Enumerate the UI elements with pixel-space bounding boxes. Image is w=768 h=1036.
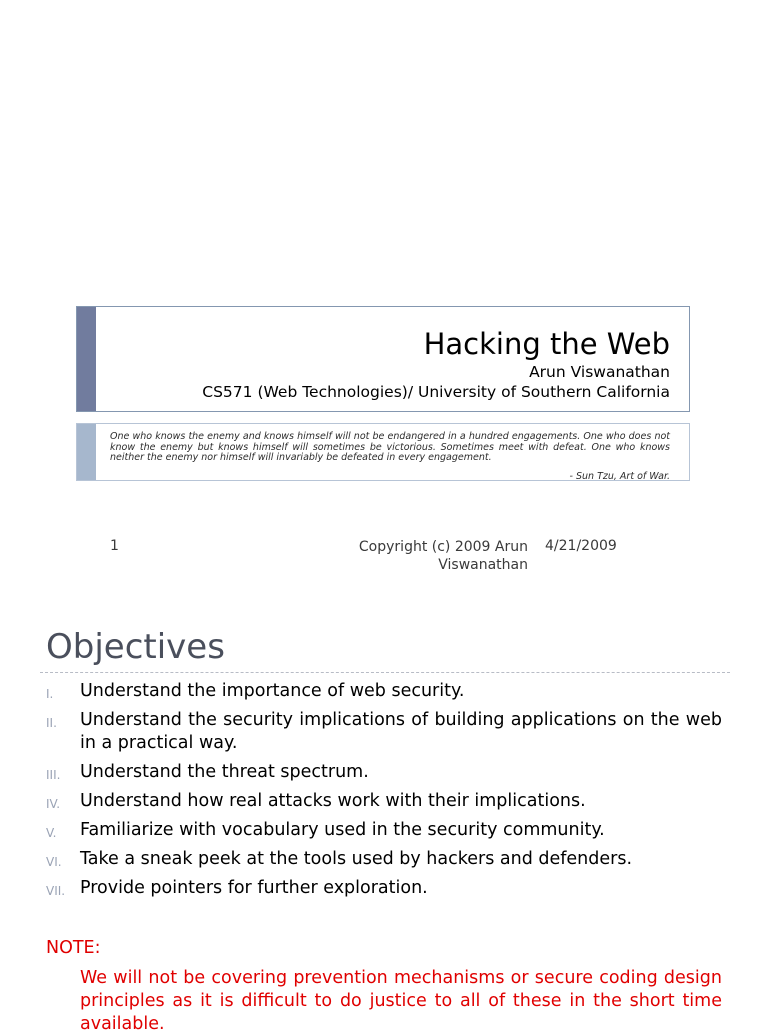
copyright-notice: Copyright (c) 2009 Arun Viswanathan: [358, 539, 528, 573]
objectives-slide: [0, 600, 768, 1034]
list-item: [0, 877, 768, 900]
list-item: [0, 709, 768, 755]
list-numeral: IV.: [46, 797, 61, 811]
quote-accent-bar: [77, 424, 96, 480]
list-item: [0, 819, 768, 842]
quote-attribution: - Sun Tzu, Art of War.: [569, 471, 670, 482]
list-numeral: V.: [46, 826, 57, 840]
list-numeral: VII.: [46, 884, 66, 898]
objectives-list: [0, 680, 768, 906]
list-item-text: Understand the threat spectrum.: [80, 762, 369, 782]
list-numeral: I.: [46, 687, 54, 701]
slide-number: 1: [110, 538, 119, 554]
list-item: [0, 680, 768, 703]
presentation-title: Hacking the Web: [423, 327, 670, 361]
title-divider: [40, 672, 730, 673]
list-item-text: Understand the importance of web security.: [80, 681, 465, 701]
list-item-text: Familiarize with vocabulary used in the security community.: [80, 820, 605, 840]
title-accent-bar: [77, 307, 96, 411]
list-item: [0, 848, 768, 871]
quote-box: [76, 423, 690, 481]
slide-date: 4/21/2009: [545, 538, 617, 554]
title-box: [76, 306, 690, 412]
list-numeral: VI.: [46, 855, 62, 869]
list-item: [0, 790, 768, 813]
list-numeral: III.: [46, 768, 61, 782]
quote-text: One who knows the enemy and knows himself will not be endangered in a hundred engagements. One who does not know the enemy but knows himself will sometimes be victorious. Sometimes meet with defeat. One who knows neither the enemy nor himself will invariably be defeated in every engagement.: [110, 431, 670, 463]
author-name: Arun Viswanathan: [529, 363, 670, 381]
list-numeral: II.: [46, 716, 57, 730]
course-name: CS571 (Web Technologies)/ University of Southern California: [202, 383, 670, 401]
list-item-text: Take a sneak peek at the tools used by hackers and defenders.: [80, 849, 633, 869]
list-item: [0, 761, 768, 784]
list-item-text: Provide pointers for further exploration.: [80, 878, 428, 898]
note-label: NOTE:: [46, 938, 101, 958]
list-item-text: Understand the security implications of building applications on the web in a practical way.: [80, 710, 722, 753]
list-item-text: Understand how real attacks work with their implications.: [80, 791, 586, 811]
note-text: We will not be covering prevention mechanisms or secure coding design principles as it is difficult to do justice to all of these in the short time available.: [80, 968, 722, 1034]
slide-title: Objectives: [46, 627, 225, 667]
